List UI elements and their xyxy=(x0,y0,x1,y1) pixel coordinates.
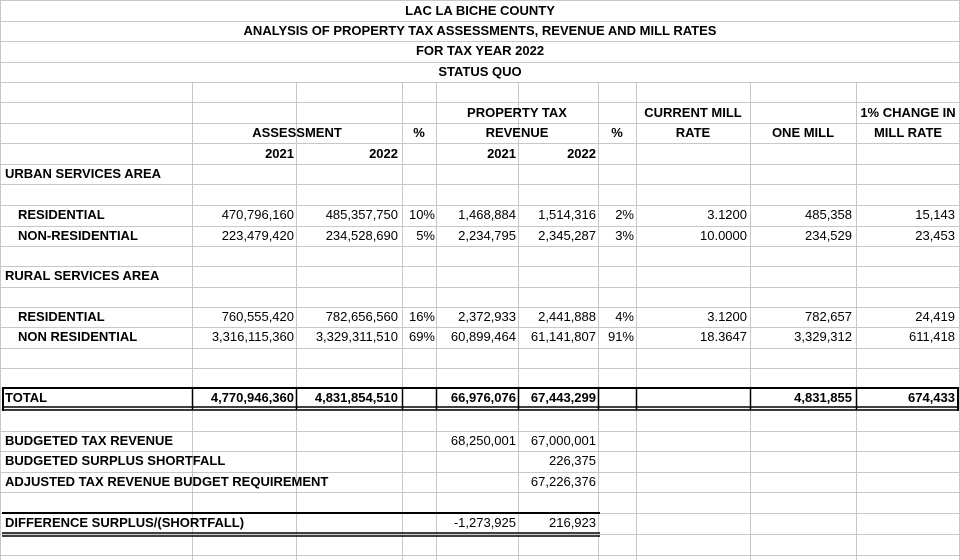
urban-non-residential-one-pct: 23,453 xyxy=(915,228,955,243)
header-assess-2022: 2022 xyxy=(369,146,398,161)
rural-residential-one-pct: 24,419 xyxy=(915,309,955,324)
total-assess-2021: 4,770,946,360 xyxy=(210,390,294,405)
rural-non-residential-assess-2022: 3,329,311,510 xyxy=(315,329,398,344)
header-assess-2021: 2021 xyxy=(265,146,294,161)
header-current-mill: CURRENT MILL xyxy=(644,105,742,120)
difference-2022: 216,923 xyxy=(549,515,596,530)
rural-residential-one-mill: 782,657 xyxy=(805,309,852,324)
header-property-tax: PROPERTY TAX xyxy=(467,105,567,120)
budgeted-2022: 67,000,001 xyxy=(530,433,596,448)
total-label: TOTAL xyxy=(5,390,48,405)
total-rev-2021: 66,976,076 xyxy=(450,390,516,405)
total-one-mill: 4,831,855 xyxy=(794,390,852,405)
header-revenue-pct: % xyxy=(611,125,623,140)
header-rev-2021: 2021 xyxy=(487,146,516,161)
urban-non-residential-one-mill: 234,529 xyxy=(805,228,852,243)
urban-non-residential-assess-pct: 5% xyxy=(416,228,435,243)
header-mill-rate: MILL RATE xyxy=(873,125,943,140)
total-assess-2022: 4,831,854,510 xyxy=(314,390,398,405)
adjusted-2022: 67,226,376 xyxy=(530,474,596,489)
urban-residential-one-pct: 15,143 xyxy=(915,207,955,222)
budgeted-label: BUDGETED TAX REVENUE xyxy=(5,433,174,448)
adjusted-label: ADJUSTED TAX REVENUE BUDGET REQUIREMENT xyxy=(5,474,329,489)
urban-non-residential-mill-rate: 10.0000 xyxy=(700,228,747,243)
header-assessment-pct: % xyxy=(413,125,425,140)
rural-residential-assess-pct: 16% xyxy=(408,309,435,324)
rural-non-residential-assess-2021: 3,316,115,360 xyxy=(211,329,294,344)
header-revenue: REVENUE xyxy=(485,125,549,140)
difference-2021: -1,273,925 xyxy=(453,515,516,530)
rural-residential-assess-2021: 760,555,420 xyxy=(221,309,294,324)
total-one-pct: 674,433 xyxy=(908,390,955,405)
urban-residential-assess-pct: 10% xyxy=(408,207,435,222)
title-county: LAC LA BICHE COUNTY xyxy=(405,3,555,18)
rural-residential-mill-rate: 3.1200 xyxy=(707,309,747,324)
surplus-label: BUDGETED SURPLUS SHORTFALL xyxy=(5,453,226,468)
section-rural: RURAL SERVICES AREA xyxy=(5,268,160,283)
title-status-quo: STATUS QUO xyxy=(438,64,522,79)
urban-residential-mill-rate: 3.1200 xyxy=(707,207,747,222)
urban-residential-label: RESIDENTIAL xyxy=(18,207,105,222)
rural-residential-label: RESIDENTIAL xyxy=(18,309,105,324)
urban-non-residential-assess-2021: 223,479,420 xyxy=(221,228,294,243)
urban-non-residential-label: NON-RESIDENTIAL xyxy=(18,228,138,243)
rural-non-residential-rev-pct: 91% xyxy=(607,329,634,344)
rural-residential-rev-pct: 4% xyxy=(615,309,634,324)
title-tax-year: FOR TAX YEAR 2022 xyxy=(415,43,545,58)
urban-residential-assess-2022: 485,357,750 xyxy=(325,207,398,222)
header-rev-2022: 2022 xyxy=(567,146,596,161)
urban-residential-rev-2021: 1,468,884 xyxy=(458,207,516,222)
urban-non-residential-rev-2021: 2,234,795 xyxy=(458,228,516,243)
header-one-mill: ONE MILL xyxy=(771,125,835,140)
header-rate: RATE xyxy=(675,125,711,140)
difference-label: DIFFERENCE SURPLUS/(SHORTFALL) xyxy=(5,515,245,530)
header-assessment: ASSESSMENT xyxy=(252,125,342,140)
urban-residential-one-mill: 485,358 xyxy=(805,207,852,222)
urban-residential-rev-pct: 2% xyxy=(615,207,634,222)
total-rev-2022: 67,443,299 xyxy=(530,390,596,405)
urban-non-residential-assess-2022: 234,528,690 xyxy=(325,228,398,243)
urban-non-residential-rev-pct: 3% xyxy=(615,228,634,243)
rural-non-residential-rev-2022: 61,141,807 xyxy=(530,329,596,344)
rural-non-residential-rev-2021: 60,899,464 xyxy=(450,329,516,344)
title-analysis: ANALYSIS OF PROPERTY TAX ASSESSMENTS, REVENUE AND MILL RATES xyxy=(243,23,717,38)
rural-non-residential-one-pct: 611,418 xyxy=(908,329,955,344)
header-one-pct-change: 1% CHANGE IN xyxy=(860,105,956,120)
rural-residential-assess-2022: 782,656,560 xyxy=(325,309,398,324)
surplus-2022: 226,375 xyxy=(549,453,596,468)
rural-residential-rev-2022: 2,441,888 xyxy=(538,309,596,324)
budgeted-2021: 68,250,001 xyxy=(450,433,516,448)
rural-non-residential-assess-pct: 69% xyxy=(408,329,435,344)
urban-residential-rev-2022: 1,514,316 xyxy=(538,207,596,222)
section-urban: URBAN SERVICES AREA xyxy=(5,166,162,181)
urban-residential-assess-2021: 470,796,160 xyxy=(221,207,294,222)
rural-non-residential-one-mill: 3,329,312 xyxy=(794,329,852,344)
rural-residential-rev-2021: 2,372,933 xyxy=(458,309,516,324)
urban-non-residential-rev-2022: 2,345,287 xyxy=(538,228,596,243)
rural-non-residential-label: NON RESIDENTIAL xyxy=(18,329,138,344)
rural-non-residential-mill-rate: 18.3647 xyxy=(700,329,747,344)
